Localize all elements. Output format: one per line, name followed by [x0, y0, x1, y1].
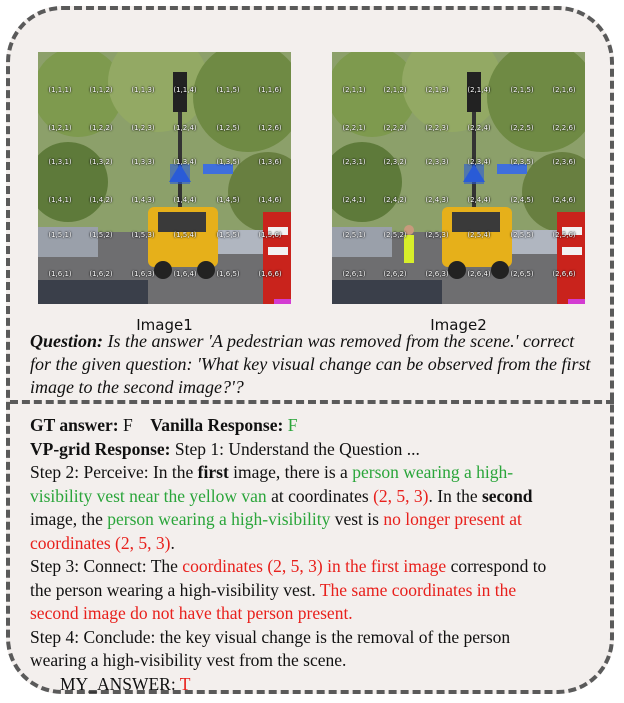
step2-text: image, the: [30, 509, 108, 529]
grid-coordinate-label: (1,3,2): [89, 158, 113, 166]
step2-highlight-red: coordinates (2, 5, 3): [30, 532, 171, 553]
section-divider: [10, 400, 614, 404]
grid-coordinate-label: (2,6,4): [467, 270, 491, 278]
step2-highlight-red: no longer present at: [383, 509, 522, 529]
grid-coordinate-label: (2,5,6): [552, 231, 576, 239]
grid-coordinate-label: (1,4,3): [131, 196, 155, 204]
grid-coordinate-label: (1,4,6): [258, 196, 282, 204]
grid-coordinate-label: (2,6,3): [425, 270, 449, 278]
grid-coordinate-label: (2,5,3): [425, 231, 449, 239]
step2-bold-first: first: [197, 462, 229, 482]
grid-coordinate-label: (1,6,3): [131, 270, 155, 278]
grid-coordinate-label: (2,2,6): [552, 124, 576, 132]
grid-coordinate-label: (1,2,6): [258, 124, 282, 132]
answer-block: [30, 414, 600, 696]
grid-coordinate-label: (1,1,5): [216, 86, 240, 94]
grid-coordinate-label: (1,4,1): [48, 196, 72, 204]
gt-value: F: [118, 415, 133, 435]
grid-coordinate-label: (1,6,4): [173, 270, 197, 278]
grid-coordinate-label: (2,1,2): [383, 86, 407, 94]
step3-line3: [30, 602, 600, 626]
grid-coordinate-label: (1,4,5): [216, 196, 240, 204]
step4-line2: wearing a high-visibility vest from the scene.: [30, 650, 347, 670]
grid-coordinate-label: (2,1,4): [467, 86, 491, 94]
street-scene-illustration: [38, 52, 291, 304]
step4-line1: Step 4: Conclude: the key visual change is the removal of the person: [30, 626, 511, 647]
grid-coordinate-label: (2,5,1): [342, 231, 366, 239]
gt-label: GT answer:: [30, 415, 119, 435]
grid-coordinate-label: (1,3,3): [131, 158, 155, 166]
step2-text: . In the: [428, 485, 482, 506]
grid-coordinate-label: (1,1,3): [131, 86, 155, 94]
grid-coordinate-label: (2,1,6): [552, 86, 576, 94]
grid-coordinate-label: (1,3,1): [48, 158, 72, 166]
grid-coordinate-label: (2,4,6): [552, 196, 576, 204]
grid-coordinate-label: (2,5,2): [383, 231, 407, 239]
step2-line3: [30, 508, 600, 532]
grid-coordinate-label: (1,5,3): [131, 231, 155, 239]
grid-coordinate-label: (1,2,5): [216, 124, 240, 132]
grid-coordinate-label: (1,5,2): [89, 231, 113, 239]
step3-text: Step 3: Connect: The: [30, 556, 183, 576]
step3-highlight-red: coordinates (2, 5, 3) in the first image: [182, 556, 447, 576]
grid-coordinate-label: (2,3,4): [467, 158, 491, 166]
image2-caption: Image2: [430, 316, 487, 334]
grid-coordinate-label: (1,5,4): [173, 231, 197, 239]
step2-text: vest is: [330, 509, 384, 529]
grid-coordinate-label: (2,1,5): [510, 86, 534, 94]
vanilla-value: F: [283, 415, 298, 435]
step2-line4: [30, 532, 600, 556]
step2-bold-second: second: [481, 485, 533, 506]
step2-text: .: [170, 532, 175, 553]
grid-coordinate-label: (2,6,6): [552, 270, 576, 278]
grid-coordinate-label: (1,4,2): [89, 196, 113, 204]
grid-coordinate-label: (2,6,2): [383, 270, 407, 278]
grid-coordinate-label: (1,1,2): [89, 86, 113, 94]
grid-coordinate-label: (1,6,6): [258, 270, 282, 278]
final-answer-label: MY_ANSWER:: [60, 673, 180, 694]
grid-coordinate-label: (1,1,1): [48, 86, 72, 94]
grid-coordinate-label: (2,4,4): [467, 196, 491, 204]
grid-coordinate-label: (2,2,1): [342, 124, 366, 132]
grid-coordinate-label: (1,2,3): [131, 124, 155, 132]
vpgrid-label: VP-grid Response:: [30, 438, 171, 459]
grid-coordinate-label: (1,2,2): [89, 124, 113, 132]
grid-coordinate-label: (2,5,4): [467, 231, 491, 239]
grid-coordinate-label: (1,6,1): [48, 270, 72, 278]
grid-coordinate-label: (2,6,5): [510, 270, 534, 278]
grid-coordinate-label: (2,1,1): [342, 86, 366, 94]
grid-coordinate-label: (1,4,4): [173, 196, 197, 204]
grid-coordinate-label: (2,2,2): [383, 124, 407, 132]
step3-highlight-red: The same coordinates in the: [319, 579, 517, 600]
answers-line: [30, 414, 600, 438]
question-body: Is the answer 'A pedestrian was removed from the scene.' correct for the given question: 'What key visual change can be observed from the first image to the second image?'?: [30, 331, 591, 397]
step1-text: Step 1: Understand the Question ...: [170, 438, 420, 459]
final-answer-value: T: [179, 673, 191, 694]
grid-coordinate-label: (2,3,3): [425, 158, 449, 166]
grid-coordinate-label: (1,6,2): [89, 270, 113, 278]
step2-text: Step 2: Perceive: In the: [30, 462, 198, 482]
street-scene-illustration: [332, 52, 585, 304]
step3-line1: [30, 555, 600, 579]
vanilla-label: Vanilla Response:: [150, 415, 284, 435]
step2-text: image, there is a: [228, 462, 353, 482]
street-photo-2: [332, 52, 585, 304]
step3-highlight-red: second image do not have that person present.: [30, 603, 353, 623]
grid-coordinate-label: (2,1,3): [425, 86, 449, 94]
step2-highlight-green: person wearing a high-: [352, 462, 514, 482]
grid-coordinate-label: (1,1,4): [173, 86, 197, 94]
grid-coordinate-label: (2,4,5): [510, 196, 534, 204]
grid-coordinate-label: (1,3,5): [216, 158, 240, 166]
grid-coordinate-label: (1,5,5): [216, 231, 240, 239]
grid-coordinate-label: (1,5,1): [48, 231, 72, 239]
vpgrid-line: [30, 438, 600, 462]
grid-coordinate-label: (1,3,6): [258, 158, 282, 166]
image1-caption: Image1: [136, 316, 193, 334]
step2-highlight-red: (2, 5, 3): [373, 485, 429, 506]
grid-coordinate-label: (2,6,1): [342, 270, 366, 278]
step3-text: correspond to: [446, 556, 547, 576]
grid-coordinate-label: (2,3,1): [342, 158, 366, 166]
step3-line2: [30, 579, 600, 603]
final-answer-line: [30, 673, 600, 697]
grid-coordinate-label: (2,4,3): [425, 196, 449, 204]
step2-text: at coordinates: [266, 485, 374, 506]
grid-coordinate-label: (1,1,6): [258, 86, 282, 94]
step2-highlight-green: visibility vest near the yellow van: [30, 485, 267, 506]
grid-coordinate-label: (2,3,5): [510, 158, 534, 166]
grid-coordinate-label: (1,2,4): [173, 124, 197, 132]
grid-coordinate-label: (2,5,5): [510, 231, 534, 239]
step3-text: the person wearing a high-visibility vest.: [30, 579, 320, 600]
grid-coordinate-label: (2,3,6): [552, 158, 576, 166]
street-photo-1: [38, 52, 291, 304]
grid-coordinate-label: (1,2,1): [48, 124, 72, 132]
step2-line2: [30, 485, 600, 509]
grid-coordinate-label: (1,6,5): [216, 270, 240, 278]
question-label: Question:: [30, 331, 104, 351]
grid-coordinate-label: (2,4,2): [383, 196, 407, 204]
grid-coordinate-label: (2,4,1): [342, 196, 366, 204]
grid-coordinate-label: (2,2,3): [425, 124, 449, 132]
grid-coordinate-label: (2,3,2): [383, 158, 407, 166]
grid-coordinate-label: (1,3,4): [173, 158, 197, 166]
step2-highlight-green: person wearing a high-visibility: [107, 509, 331, 529]
question-text: [30, 330, 596, 399]
grid-coordinate-label: (1,5,6): [258, 231, 282, 239]
grid-coordinate-label: (2,2,5): [510, 124, 534, 132]
grid-coordinate-label: (2,2,4): [467, 124, 491, 132]
step2-line1: [30, 461, 600, 485]
